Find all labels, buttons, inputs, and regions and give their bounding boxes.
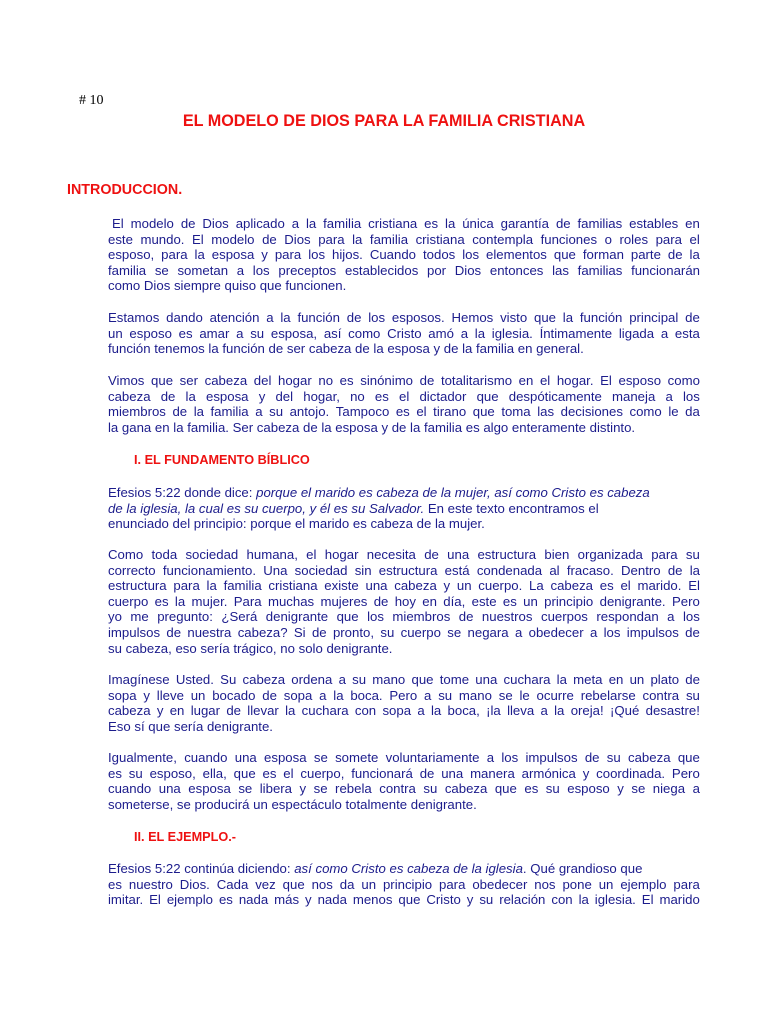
scripture-quote: de la iglesia, la cual es su cuerpo, y él es su Salvador. xyxy=(108,500,425,516)
scripture-quote: así como Cristo es cabeza de la iglesia xyxy=(294,861,523,876)
intro-paragraph xyxy=(108,373,700,435)
text-line: estructura para la familia cristiana existe una cabeza y un cuerpo. La cabeza es el marido. El xyxy=(108,578,700,594)
section1-paragraph xyxy=(108,672,700,734)
scripture-intro: Efesios 5:22 continúa diciendo: xyxy=(108,861,295,876)
section1-paragraph xyxy=(108,485,700,532)
text-line xyxy=(108,485,700,501)
intro-paragraph xyxy=(108,216,700,294)
text-line: yo me pregunto: ¿Será denigrante que los miembros de nuestros cuerpos respondan a los xyxy=(108,609,700,625)
text-line xyxy=(108,501,700,517)
section1-paragraph xyxy=(108,750,700,812)
intro-paragraph xyxy=(108,310,700,357)
text-line xyxy=(108,861,700,877)
text-line: Estamos dando atención a la función de los esposos. Hemos visto que la función principal de xyxy=(108,310,700,325)
text-line: esposo, para la esposa y para los hijos. Cuando todos los elementos que forman parte de la xyxy=(108,247,700,263)
text-line: familia se sometan a los preceptos establecidos por Dios entonces las familias funcionarán xyxy=(108,262,700,278)
text-line: cabeza y en lugar de llevar la cuchara con sopa a la boca, ¡la lleva a la oreja! ¡Qué desastre! xyxy=(108,703,700,719)
text-line: Como toda sociedad humana, el hogar necesita de una estructura bien organizada para su xyxy=(108,547,700,562)
text-fragment: . Qué grandioso que xyxy=(522,861,643,876)
text-line: Vimos que ser cabeza del hogar no es sinónimo de totalitarismo en el hogar. El esposo como xyxy=(108,373,700,388)
text-line: es su esposo, ella, que es el cuerpo, funcionará de una manera armónica y coordinada. Pero xyxy=(108,765,700,781)
scripture-intro: Efesios 5:22 donde dice: xyxy=(108,485,257,500)
text-line: Igualmente, cuando una esposa se somete voluntariamente a los impulsos de su cabeza que xyxy=(108,750,700,765)
text-line: cuerpo es la mujer. Para muchas mujeres de hoy en día, este es un principio denigrante. Pero xyxy=(108,593,700,609)
text-line: función tenemos la función de ser cabeza de la esposa y de la familia en general. xyxy=(108,341,584,357)
text-line: cabeza de la esposa y del hogar, no es el dictador que despóticamente maneja a los xyxy=(108,388,700,404)
text-line: como Dios siempre quiso que funcionen. xyxy=(108,278,347,294)
section-heading-fundamento: I. EL FUNDAMENTO BÍBLICO xyxy=(134,453,310,467)
section-heading-ejemplo: II. EL EJEMPLO.- xyxy=(134,830,236,844)
text-line: Imagínese Usted. Su cabeza ordena a su mano que tome una cuchara la meta en un plato de xyxy=(108,672,700,687)
text-fragment: En este texto encontramos el xyxy=(424,500,599,516)
text-line: su cabeza, eso sería trágico, no solo denigrante. xyxy=(108,640,393,656)
text-line: este mundo. El modelo de Dios para la familia cristiana contempla funciones o roles para el xyxy=(108,231,700,247)
text-line: sopa y lleve un bocado de sopa a la boca. Pero a su mano se le ocurre rebelarse contra su xyxy=(108,687,700,703)
text-line: es nuestro Dios. Cada vez que nos da un principio para obedecer nos pone un ejemplo para xyxy=(108,876,700,892)
document-number: # 10 xyxy=(79,93,104,108)
text-line: miembros de la familia a su antojo. Tampoco es el tirano que toma las decisiones como le da xyxy=(108,404,700,420)
text-line: El modelo de Dios aplicado a la familia cristiana es la única garantía de familias estables en xyxy=(112,216,700,231)
text-line: un esposo es amar a su esposa, así como Cristo amó a la iglesia. Íntimamente ligada a esta xyxy=(108,325,700,341)
text-line: enunciado del principio: porque el marido es cabeza de la mujer. xyxy=(108,516,485,532)
text-line: la gana en la familia. Ser cabeza de la esposa y de la familia es algo enteramente distinto. xyxy=(108,419,636,435)
text-line: someterse, se producirá un espectáculo totalmente denigrante. xyxy=(108,796,477,812)
intro-heading: INTRODUCCION. xyxy=(67,182,183,198)
scripture-quote: porque el marido es cabeza de la mujer, así como Cristo es cabeza xyxy=(256,485,650,500)
section2-paragraph xyxy=(108,861,700,908)
section1-paragraph xyxy=(108,547,700,656)
text-line: correcto funcionamiento. Una sociedad sin estructura está condenada al fracaso. Dentro de la xyxy=(108,562,700,578)
text-line: impulsos de nuestra cabeza? Si de pronto, su cuerpo se negara a obedecer a los impulsos de xyxy=(108,624,700,640)
text-line: Eso sí que sería denigrante. xyxy=(108,718,273,734)
document-title: EL MODELO DE DIOS PARA LA FAMILIA CRISTIANA xyxy=(182,112,586,130)
text-line: imitar. El ejemplo es nada más y nada menos que Cristo y su relación con la iglesia. El marido xyxy=(108,892,700,908)
text-line: cuando una esposa se libera y se rebela contra su cabeza que es su esposo y se niega a xyxy=(108,781,700,797)
